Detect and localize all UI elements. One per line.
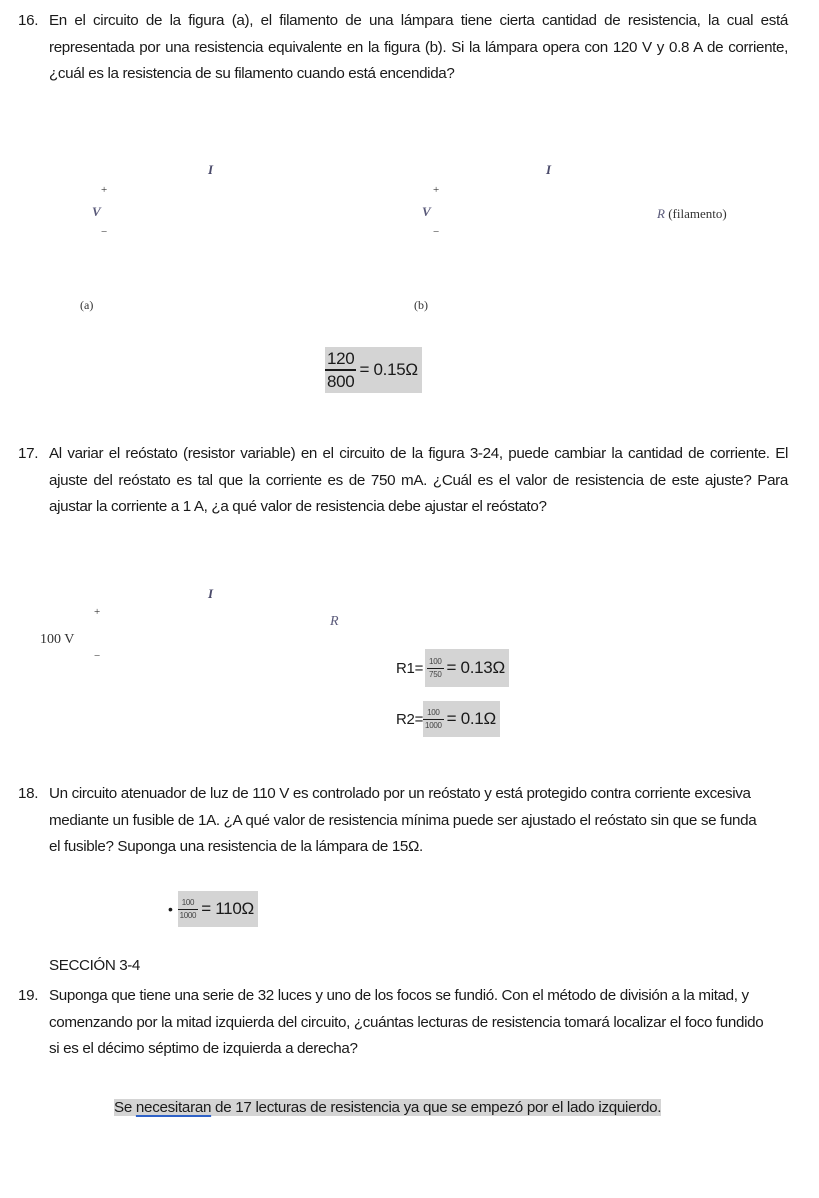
answer-18-equation <box>168 891 258 927</box>
numerator: 120 <box>327 349 355 368</box>
numerator: 100 <box>427 707 440 717</box>
question-number: 16. <box>18 12 39 29</box>
minus-sign: − <box>433 226 440 238</box>
voltage-label: V <box>92 204 101 219</box>
plus-sign: + <box>433 184 440 196</box>
result: = 0.1Ω <box>446 709 496 728</box>
result: = 0.15Ω <box>359 360 418 379</box>
fraction <box>427 658 443 679</box>
numerator: 100 <box>181 897 195 907</box>
resistor-label <box>657 206 727 222</box>
question-number: 19. <box>18 987 39 1004</box>
fraction <box>423 709 444 730</box>
answer-16-equation <box>325 347 422 393</box>
answer-prefix: Se <box>114 1099 136 1116</box>
denominator: 800 <box>325 369 356 390</box>
voltage-label: 100 V <box>40 632 75 647</box>
current-label: I <box>208 162 214 177</box>
question-number: 18. <box>18 785 39 802</box>
question-18 <box>18 781 758 861</box>
question-16 <box>18 8 788 88</box>
bullet: • <box>168 901 173 917</box>
equation-label: R2= <box>396 710 424 728</box>
resistor-note: (filamento) <box>668 206 727 221</box>
resistor-symbol-label: R <box>657 206 665 221</box>
highlighted-equation <box>425 649 509 687</box>
numerator: 100 <box>429 656 442 666</box>
highlighted-answer <box>114 1099 661 1116</box>
question-17 <box>18 441 788 521</box>
answer-rest: de 17 lecturas de resistencia ya que se empezó por el lado izquierdo. <box>211 1099 662 1116</box>
question-text: Suponga que tiene una serie de 32 luces y uno de los focos se fundió. Con el método de división a la mitad, y comenzando por la mitad izquierda del circuito, ¿cuántas lecturas de resistencia tomará localizar el foco fundido si es el décimo séptimo de izquierda a derecha? <box>49 987 764 1057</box>
equation-label: R1= <box>396 659 424 677</box>
figure-b-caption: (b) <box>414 298 428 312</box>
answer-17-r2 <box>396 701 500 737</box>
denominator: 1000 <box>425 720 442 730</box>
highlighted-equation <box>423 701 500 737</box>
answer-19 <box>114 1094 744 1121</box>
answer-17-r1 <box>396 649 509 687</box>
result: = 0.13Ω <box>446 658 505 677</box>
denominator: 750 <box>429 669 442 679</box>
question-text: En el circuito de la figura (a), el filamento de una lámpara tiene cierta cantidad de resistencia, la cual está representada por una resistencia equivalente en la figura (b). Si la lámpara opera con 120 V y 0.8 A de corriente, ¿cuál es la resistencia de su filamento cuando está encendida? <box>49 12 788 82</box>
section-heading: SECCIÓN 3-4 <box>49 957 140 974</box>
voltage-label: V <box>422 204 431 219</box>
spellcheck-flagged-word[interactable]: necesitaran <box>135 1099 212 1116</box>
fraction <box>178 899 199 920</box>
denominator: 1000 <box>179 910 197 920</box>
plus-sign: + <box>94 606 101 618</box>
minus-sign: − <box>101 226 108 238</box>
current-label: I <box>208 586 214 601</box>
result: = 110Ω <box>201 899 254 918</box>
plus-sign: + <box>101 184 108 196</box>
question-text: Al variar el reóstato (resistor variable) en el circuito de la figura 3-24, puede cambiar la cantidad de corriente. El ajuste del reóstato es tal que la corriente es de 750 mA. ¿Cuál es el valor de resistencia de este ajuste? Para ajustar la corriente a 1 A, ¿a qué valor de resistencia debe ajustar el reóstato? <box>49 445 788 515</box>
resistor-label: R <box>330 614 339 629</box>
question-number: 17. <box>18 445 39 462</box>
minus-sign: − <box>94 650 101 662</box>
question-text: Un circuito atenuador de luz de 110 V es controlado por un reóstato y está protegido contra corriente excesiva mediante un fusible de 1A. ¿A qué valor de resistencia mínima puede ser ajustado el reóstato sin que se funda el fusible? Suponga una resistencia de la lámpara de 15Ω. <box>49 785 757 855</box>
highlighted-equation <box>178 891 258 927</box>
figure-a-caption: (a) <box>80 298 94 312</box>
question-19 <box>18 983 768 1063</box>
current-label: I <box>546 162 552 177</box>
fraction <box>325 350 356 390</box>
